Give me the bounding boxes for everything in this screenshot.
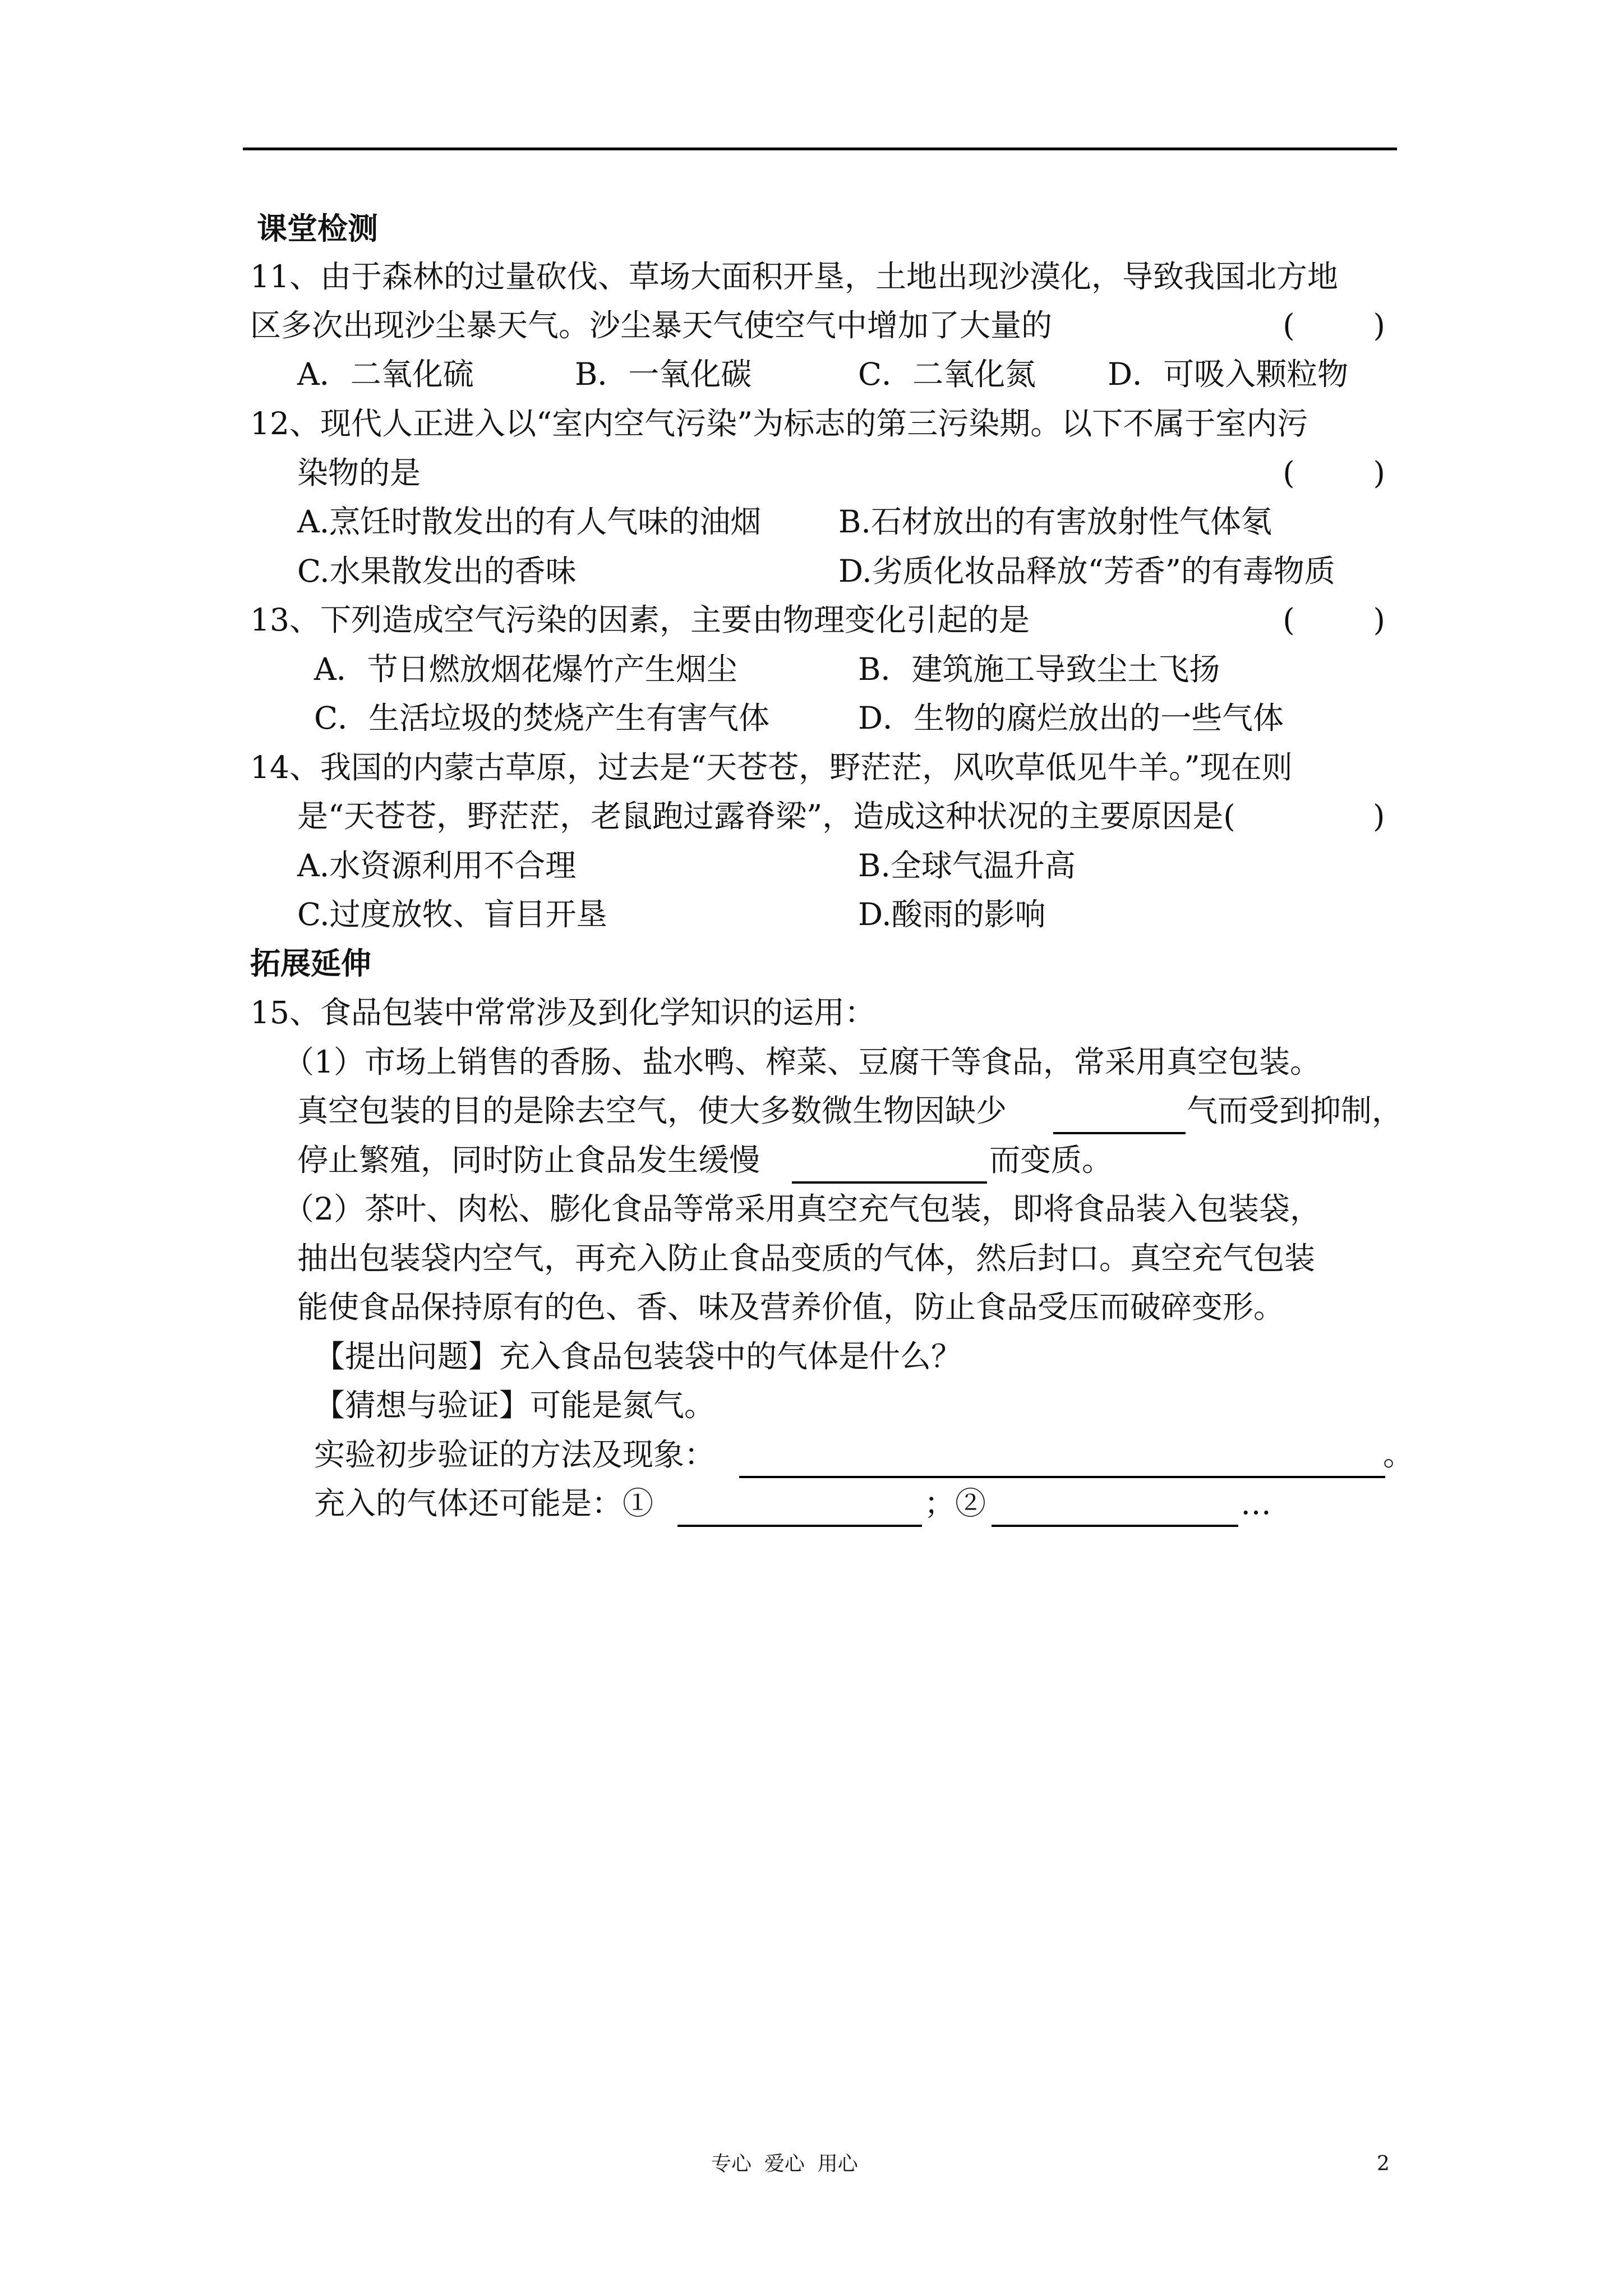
q15-line1: 15、食品包装中常常涉及到化学知识的运用： — [250, 995, 875, 1030]
q15-blank-1[interactable] — [1053, 1132, 1186, 1134]
q15-part2-line3: 能使食品保持原有的色、香、味及营养价值，防止食品受压而破碎变形。 — [297, 1289, 1285, 1325]
q11-answer-paren: ( ) — [1283, 307, 1385, 343]
q12-option-a: A.烹饪时散发出的有人气味的油烟 — [297, 504, 762, 540]
q12-option-c: C.水果散发出的香味 — [297, 553, 577, 589]
q11-option-a: A．二氧化硫 — [297, 356, 474, 392]
q14-option-b: B.全球气温升高 — [858, 848, 1076, 884]
q15-other-blank-1[interactable] — [677, 1525, 922, 1527]
q14-option-d: D.酸雨的影响 — [858, 896, 1046, 932]
q15-blank-2[interactable] — [792, 1181, 987, 1184]
q15-part1-line3a: 停止繁殖，同时防止食品发生缓慢 — [297, 1142, 760, 1178]
q15-other-label: 充入的气体还可能是：① — [314, 1485, 654, 1521]
q13-option-b: B．建筑施工导致尘土飞扬 — [858, 651, 1220, 687]
q15-part1-line2b: 气而受到抑制， — [1187, 1093, 1403, 1129]
q11-line2: 区多次出现沙尘暴天气。沙尘暴天气使空气中增加了大量的 — [250, 307, 1053, 343]
q12-line1: 12、现代人正进入以“室内空气污染”为标志的第三污染期。以下不属于室内污 — [250, 406, 1308, 441]
q14-line2: 是“天苍苍，野茫茫，老鼠跑过露脊梁”，造成这种状况的主要原因是( — [297, 798, 1235, 834]
q15-other-ellipsis: … — [1241, 1485, 1271, 1521]
q15-guess-verify: 【猜想与验证】可能是氮气。 — [314, 1387, 716, 1423]
q11-option-c: C．二氧化氮 — [858, 356, 1036, 392]
q14-line1: 14、我国的内蒙古草原，过去是“天苍苍，野茫茫，风吹草低见牛羊。”现在则 — [250, 749, 1293, 785]
q13-answer-paren: ( ) — [1283, 602, 1385, 638]
q15-other-blank-2[interactable] — [992, 1525, 1238, 1527]
section-heading-extend: 拓展延伸 — [250, 946, 371, 981]
header-rule — [243, 148, 1397, 150]
q12-option-d: D.劣质化妆品释放“芳香”的有毒物质 — [838, 553, 1335, 589]
q15-method-period: 。 — [1383, 1437, 1414, 1473]
q14-option-c: C.过度放牧、盲目开垦 — [297, 896, 607, 932]
q12-line2: 染物的是 — [297, 455, 421, 491]
q15-other-separator: ；② — [924, 1485, 986, 1521]
q15-part2-line2: 抽出包装袋内空气，再充入防止食品变质的气体，然后封口。真空充气包装 — [297, 1240, 1316, 1276]
q15-ask-question: 【提出问题】充入食品包装袋中的气体是什么？ — [314, 1338, 962, 1374]
q11-line1: 11、由于森林的过量砍伐、草场大面积开垦，土地出现沙漠化，导致我国北方地 — [250, 259, 1338, 295]
q13-option-d: D．生物的腐烂放出的一些气体 — [858, 700, 1284, 736]
q13-option-c: C．生活垃圾的焚烧产生有害气体 — [314, 700, 770, 736]
q11-option-b: B．一氧化碳 — [575, 356, 752, 392]
page-number: 2 — [1377, 2152, 1390, 2175]
q11-option-d: D．可吸入颗粒物 — [1108, 356, 1349, 392]
q14-option-a: A.水资源利用不合理 — [297, 848, 577, 884]
q12-answer-paren: ( ) — [1283, 455, 1385, 491]
section-heading-check: 课堂检测 — [257, 211, 378, 246]
q13-line1: 13、下列造成空气污染的因素，主要由物理变化引起的是 — [250, 602, 1030, 638]
q15-part1-line3b: 而变质。 — [989, 1142, 1113, 1178]
q15-part1-line2a: 真空包装的目的是除去空气，使大多数微生物因缺少 — [297, 1093, 1007, 1129]
q14-answer-paren-close: ) — [1373, 798, 1385, 834]
q12-option-b: B.石材放出的有害放射性气体氡 — [838, 504, 1272, 540]
footer-motto: 专心 爱心 用心 — [711, 2152, 858, 2175]
q15-method-blank[interactable] — [739, 1476, 1385, 1478]
q13-option-a: A．节日燃放烟花爆竹产生烟尘 — [314, 651, 737, 687]
q15-part2-line1: （2）茶叶、肉松、膨化食品等常采用真空充气包装，即将食品装入包装袋， — [283, 1191, 1321, 1227]
q15-method-label: 实验初步验证的方法及现象： — [314, 1437, 716, 1473]
q15-part1-line1: （1）市场上销售的香肠、盐水鸭、榨菜、豆腐干等食品，常采用真空包装。 — [283, 1044, 1321, 1080]
